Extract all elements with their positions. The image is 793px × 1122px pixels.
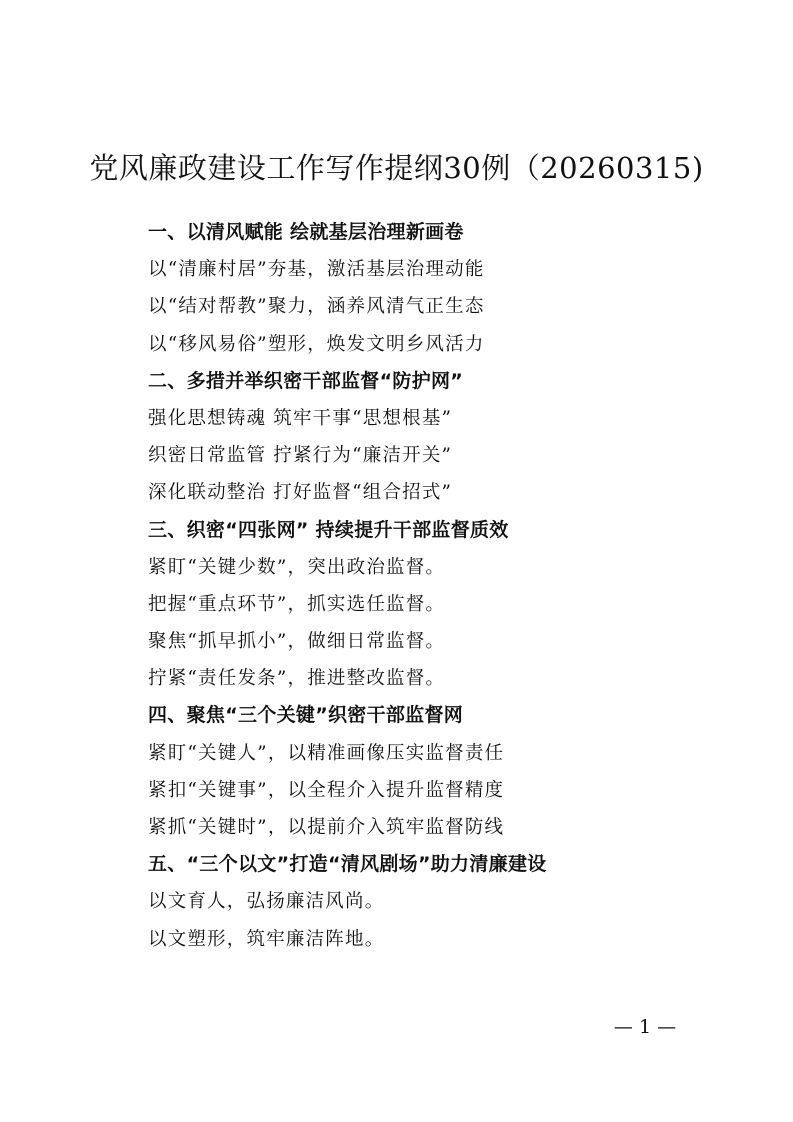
outline-item: 以文育人，弘扬廉洁风尚。	[148, 891, 385, 913]
outline-item: 以文塑形，筑牢廉洁阵地。	[148, 928, 385, 950]
outline-item: 紧盯“关键人”，以精准画像压实监督责任	[148, 742, 505, 764]
section-5	[148, 846, 748, 958]
outline-item: 紧扣“关键事”，以全程介入提升监督精度	[148, 779, 505, 801]
section-heading: 二、多措并举织密干部监督“防护网”	[148, 369, 464, 392]
section-2	[148, 363, 748, 512]
section-3	[148, 512, 748, 698]
outline-item: 以“移风易俗”塑形，焕发文明乡风活力	[148, 333, 485, 355]
document-title: 党风廉政建设工作写作提纲30例（20260315)	[89, 151, 704, 185]
outline-item: 织密日常监管 拧紧行为“廉洁开关”	[148, 445, 453, 467]
outline-item: 聚焦“抓早抓小”，做细日常监督。	[148, 631, 446, 653]
outline-item: 紧盯“关键少数”，突出政治监督。	[148, 556, 446, 578]
page-number: — 1 —	[613, 1016, 677, 1038]
section-heading: 五、“三个以文”打造“清风剧场”助力清廉建设	[148, 853, 547, 876]
outline-item: 把握“重点环节”，抓实选任监督。	[148, 593, 446, 615]
outline-item: 强化思想铸魂 筑牢干事“思想根基”	[148, 407, 453, 429]
outline-item: 以“结对帮教”聚力，涵养风清气正生态	[148, 296, 485, 318]
section-1	[148, 214, 748, 363]
section-heading: 四、聚焦“三个关键”织密干部监督网	[148, 704, 464, 727]
outline-item: 深化联动整治 打好监督“组合招式”	[148, 482, 453, 504]
outline-item: 紧抓“关键时”，以提前介入筑牢监督防线	[148, 817, 505, 838]
section-4	[148, 697, 748, 846]
section-heading: 一、以清风赋能 绘就基层治理新画卷	[148, 221, 464, 243]
document-body	[148, 214, 748, 958]
outline-item: 以“清廉村居”夯基，激活基层治理动能	[148, 259, 485, 281]
section-heading: 三、织密“四张网” 持续提升干部监督质效	[148, 518, 509, 541]
outline-item: 拧紧“责任发条”，推进整改监督。	[148, 668, 446, 690]
